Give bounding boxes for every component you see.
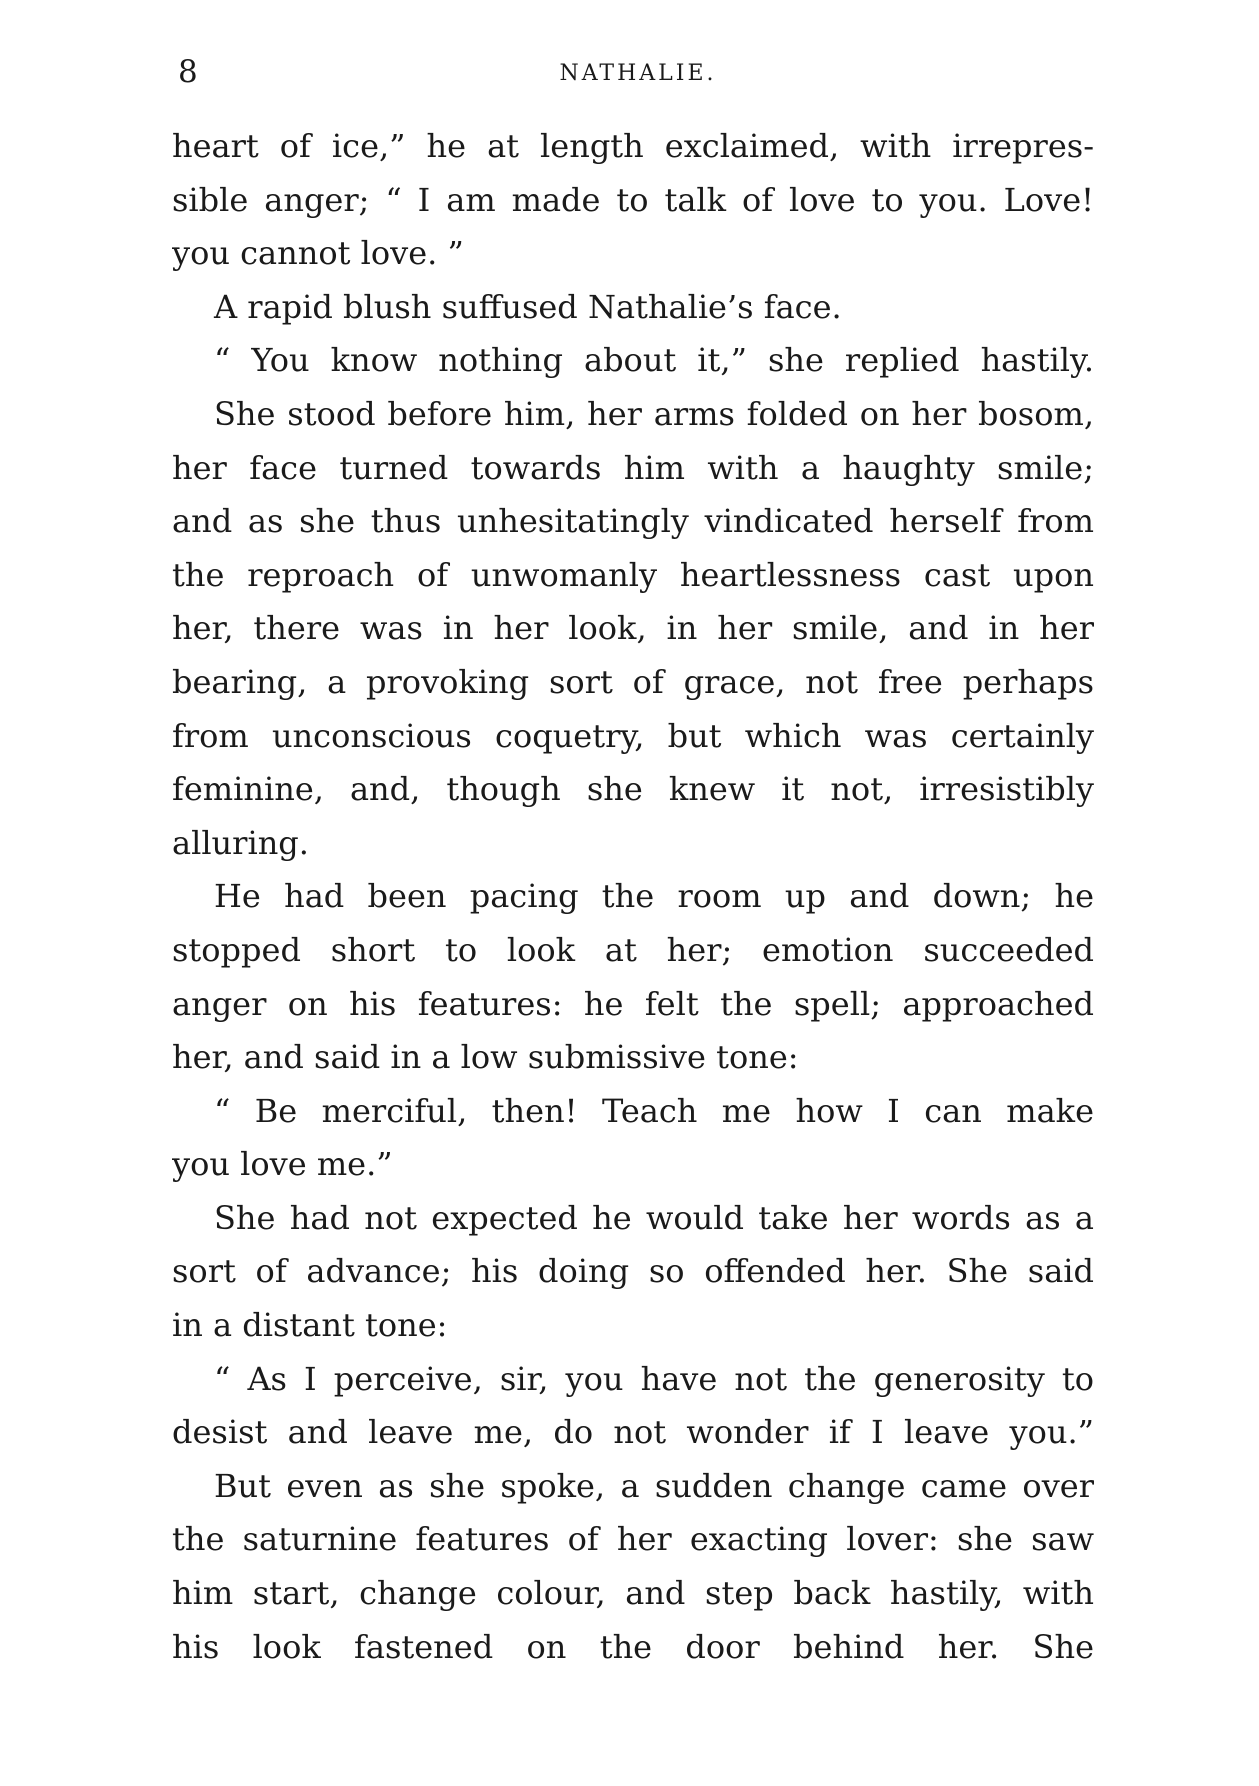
text-line: sort of advance; his doing so offended her. She said	[172, 1252, 1094, 1291]
text-line: “ You know nothing about it,” she replied hastily.	[214, 341, 1094, 380]
text-line: her, there was in her look, in her smile, and in her	[172, 609, 1094, 648]
text-line: heart of ice,” he at length exclaimed, with irrepres-	[172, 127, 1094, 165]
text-line: the reproach of unwomanly heartlessness cast upon	[172, 555, 1094, 594]
text-line: She had not expected he would take her words as a	[214, 1198, 1094, 1237]
text-line: the saturnine features of her exacting lover: she saw	[172, 1520, 1094, 1559]
text-line: desist and leave me, do not wonder if I leave you.”	[172, 1413, 1094, 1452]
text-line: you cannot love. ”	[172, 234, 464, 273]
text-line: his look fastened on the door behind her. She	[172, 1627, 1094, 1666]
text-line: him start, change colour, and step back hastily, with	[172, 1574, 1094, 1613]
page-header	[178, 52, 1098, 92]
text-line: “ As I perceive, sir, you have not the generosity to	[214, 1359, 1094, 1398]
text-line: But even as she spoke, a sudden change came over	[214, 1466, 1094, 1505]
text-line: in a distant tone:	[172, 1306, 448, 1345]
text-line: “ Be merciful, then! Teach me how I can make	[214, 1091, 1094, 1130]
text-line: her, and said in a low submissive tone:	[172, 1038, 799, 1077]
text-line: anger on his features: he felt the spell; approached	[172, 984, 1094, 1023]
text-line: alluring.	[172, 823, 309, 862]
text-line: A rapid blush suffused Nathalie’s face.	[214, 287, 842, 326]
text-line: you love me.”	[172, 1145, 393, 1184]
text-line: her face turned towards him with a haughty smile;	[172, 448, 1094, 487]
page-number: 8	[178, 54, 198, 90]
body-text	[172, 120, 1094, 1674]
text-line: stopped short to look at her; emotion succeeded	[172, 930, 1094, 969]
text-line: sible anger; “ I am made to talk of love to you. Love!	[172, 180, 1094, 219]
text-line: bearing, a provoking sort of grace, not free perhaps	[172, 662, 1094, 701]
text-line: and as she thus unhesitatingly vindicated herself from	[172, 502, 1094, 541]
running-head: NATHALIE.	[559, 61, 717, 86]
text-line: from unconscious coquetry, but which was certainly	[172, 716, 1094, 755]
text-line: She stood before him, her arms folded on her bosom,	[214, 394, 1094, 433]
text-line: feminine, and, though she knew it not, irresistibly	[172, 770, 1094, 809]
text-line: He had been pacing the room up and down; he	[214, 877, 1094, 916]
